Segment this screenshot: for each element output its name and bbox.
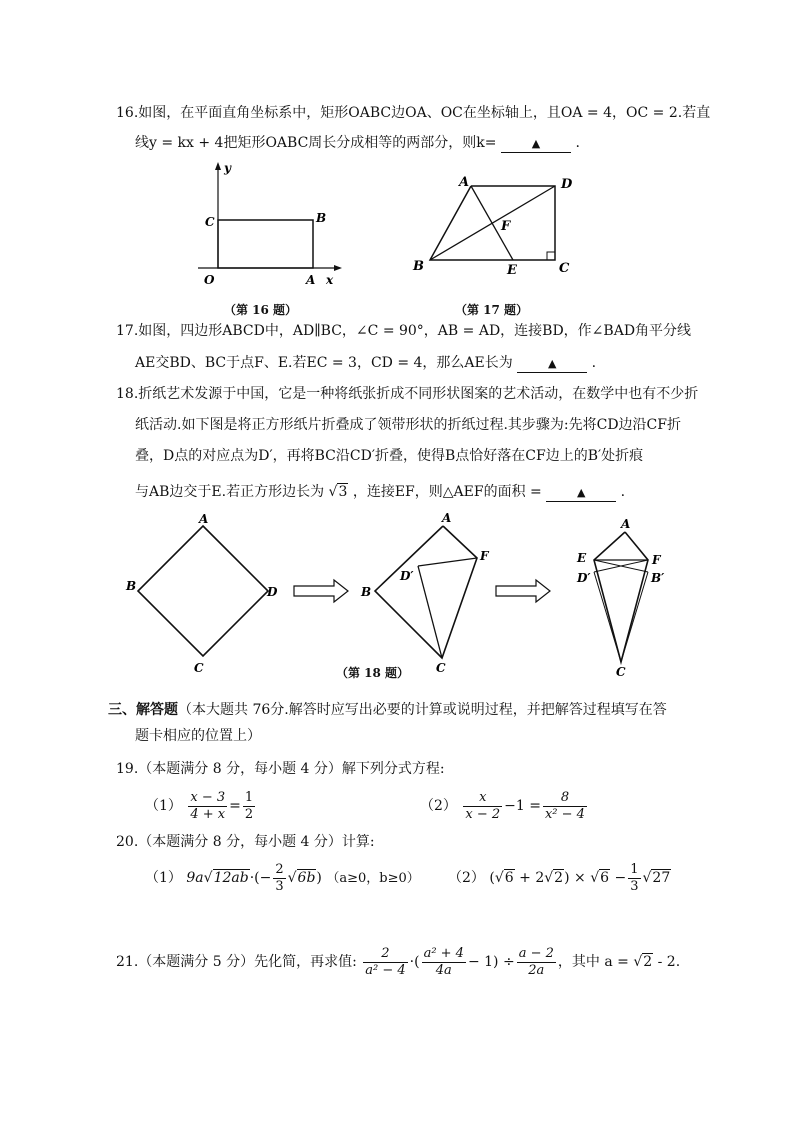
q17-answer-blank: ▲ (517, 356, 587, 373)
radicand: 12ab (213, 870, 249, 886)
operator: ) × (564, 870, 586, 886)
numerator: x − 3 (190, 789, 226, 805)
sqrt-sign: √ (590, 870, 600, 886)
sqrt-sign: √ (287, 870, 297, 886)
f3-label-bp: B′ (651, 571, 665, 585)
f2-label-f: F (480, 549, 489, 563)
q18-line4 (135, 482, 625, 502)
sqrt-sign: √ (633, 954, 643, 970)
arrow-right-icon (294, 580, 348, 602)
radicand: 6 (600, 870, 610, 886)
q16-figure (190, 158, 350, 293)
q18-figures (120, 510, 680, 685)
denominator: x − 2 (465, 806, 501, 822)
y-axis-arrow-icon (215, 162, 221, 170)
label-b: B (413, 259, 424, 274)
q17-figure (405, 168, 585, 283)
label-y: y (224, 161, 231, 175)
denominator: 3 (275, 878, 284, 894)
f2-label-b: B (361, 585, 372, 599)
q16-answer-blank: ▲ (501, 136, 571, 153)
equals: = (229, 798, 241, 814)
q20-p1-label: （1） (145, 870, 182, 886)
x-axis-arrow-icon (334, 265, 342, 271)
radicand: 2 (643, 954, 653, 970)
condition: （a≥0，b≥0） (326, 871, 420, 886)
operator: − (614, 870, 627, 886)
q16-caption: （第 16 题） (224, 303, 298, 317)
denominator: 2 (244, 806, 254, 822)
radicand: 6b (297, 870, 316, 886)
q16-end: . (575, 135, 580, 151)
q20-part-2 (448, 860, 671, 896)
f2-label-c: C (436, 661, 446, 675)
q18-end: . (620, 484, 626, 500)
q18-answer-blank: ▲ (546, 485, 616, 502)
label-o: O (204, 273, 215, 287)
paren: ( (489, 870, 495, 886)
operator: ·( (409, 954, 420, 970)
q21-tail: ，其中 a = (557, 954, 629, 970)
f1-label-c: C (194, 661, 204, 675)
section-3-header (108, 700, 667, 720)
operator: + 2 (519, 870, 545, 886)
label-b: B (316, 211, 327, 225)
q21-tail-2: - 2. (657, 954, 681, 970)
fraction (243, 790, 255, 823)
fold-step-1 (375, 526, 477, 658)
q16-line2 (135, 133, 580, 153)
q20-head: 20.（本题满分 8 分，每小题 4 分）计算: (116, 834, 375, 850)
minus-one-equals: −1 = (504, 798, 541, 814)
crease-cd (418, 566, 442, 658)
fraction (363, 946, 407, 979)
sqrt-sign: √ (203, 870, 213, 886)
numerator: 1 (630, 861, 639, 877)
crease-right (621, 572, 648, 662)
q19-part-2 (420, 788, 589, 824)
sqrt-sign: √ (494, 870, 504, 886)
q17-text: AE交BD、BC于点F、E.若EC = 3，CD = 4，那么AE长为 (135, 355, 513, 371)
section-3-title: 三、解答题 (108, 702, 178, 718)
paren: ) (316, 870, 322, 886)
label-a: A (459, 175, 470, 190)
denominator: a² − 4 (365, 962, 406, 978)
fraction (422, 946, 466, 979)
f3-label-e: E (577, 551, 587, 565)
section-3-desc: （本大题共 76分.解答时应写出必要的计算或说明过程，并把解答过程填写在答 (178, 702, 667, 718)
q19-part-1 (145, 788, 257, 824)
f3-label-f: F (652, 553, 661, 567)
q18-text-b: ，连接EF，则△AEF的面积 = (352, 484, 542, 500)
radicand: 2 (554, 870, 564, 886)
q18-line3: 叠，D点的对应点为D′，再将BC沿CD′折叠，使得B点恰好落在CF边上的B′处折痕 (135, 448, 644, 464)
label-a: A (306, 273, 316, 287)
operator: − 1) ÷ (467, 954, 515, 970)
fraction (463, 790, 502, 823)
q18-text-a: 与AB边交于E.若正方形边长为 (135, 484, 325, 500)
numerator: a − 2 (518, 945, 554, 961)
f2-label-a: A (442, 511, 452, 525)
numerator: 1 (244, 789, 254, 805)
sqrt-value: 3 (338, 484, 348, 500)
q16-line1: 16.如图，在平面直角坐标系中，矩形OABC边OA、OC在坐标轴上，且OA = 4，OC = 2.若直 (116, 105, 711, 121)
denominator: x² − 4 (544, 806, 585, 822)
q17-end: . (591, 355, 597, 371)
denominator: 3 (630, 878, 639, 894)
f3-label-a: A (621, 517, 631, 531)
q21-head: 21.（本题满分 5 分）先化简，再求值: (116, 954, 357, 970)
denominator: 4 + x (190, 806, 226, 822)
f3-label-c: C (616, 665, 626, 679)
fraction (273, 862, 285, 895)
label-c: C (559, 261, 570, 276)
arrow-right-icon (496, 580, 550, 602)
right-angle-mark (547, 252, 555, 260)
f1-label-a: A (199, 512, 209, 526)
q17-caption: （第 17 题） (455, 303, 529, 317)
numerator: x (463, 790, 502, 807)
denominator: 2a (528, 962, 545, 978)
label-x: x (326, 273, 334, 287)
q18-line2: 纸活动.如下图是将正方形纸片折叠成了领带形状的折纸过程.其步骤为:先将CD边沿CF折 (135, 417, 681, 433)
label-f: F (501, 219, 511, 234)
sqrt-sign: √ (544, 870, 554, 886)
operator: ·(− (249, 870, 272, 886)
crease-left (594, 572, 621, 662)
label-e: E (507, 263, 517, 278)
sqrt-sign: √ (328, 484, 338, 500)
f3-label-dp: D′ (577, 571, 591, 585)
rectangle-oabc (218, 220, 313, 268)
tie-shape (594, 532, 648, 662)
q20-part-1 (145, 860, 420, 897)
numerator: a² + 4 (423, 945, 464, 961)
q17-line2 (135, 353, 596, 373)
fraction (188, 790, 227, 823)
numerator: 2 (275, 861, 284, 877)
numerator: 2 (363, 946, 407, 963)
q16-text: 线y = kx + 4把矩形OABC周长分成相等的两部分，则k= (135, 135, 497, 151)
section-3-desc-2: 题卡相应的位置上） (135, 728, 261, 744)
fraction (543, 790, 587, 823)
q19-p2-label: （2） (420, 798, 457, 814)
label-d: D (561, 177, 573, 192)
q20-p2-label: （2） (448, 870, 485, 886)
q18-line1: 18.折纸艺术发源于中国，它是一种将纸张折成不同形状图案的艺术活动，在数学中也有不少折 (116, 386, 699, 402)
radicand: 27 (652, 870, 671, 886)
sqrt-sign: √ (642, 870, 652, 886)
q19-head: 19.（本题满分 8 分，每小题 4 分）解下列分式方程: (116, 761, 445, 777)
square-abcd (138, 526, 268, 656)
numerator: 8 (543, 790, 587, 807)
f1-label-b: B (126, 579, 137, 593)
f1-label-d: D (267, 585, 278, 599)
fraction (628, 862, 640, 895)
q21 (116, 944, 680, 980)
q17-line1: 17.如图，四边形ABCD中，AD∥BC，∠C = 90°，AB = AD，连接BD，作∠BAD角平分线 (116, 323, 692, 339)
radicand: 6 (504, 870, 514, 886)
label-c: C (205, 215, 215, 229)
q18-caption: （第 18 题） (336, 666, 410, 680)
q19-p1-label: （1） (145, 798, 182, 814)
edge-df (418, 558, 477, 566)
fraction (517, 946, 556, 979)
f2-label-dp: D′ (400, 569, 414, 583)
coefficient: 9a (186, 870, 204, 886)
denominator: 4a (435, 962, 452, 978)
